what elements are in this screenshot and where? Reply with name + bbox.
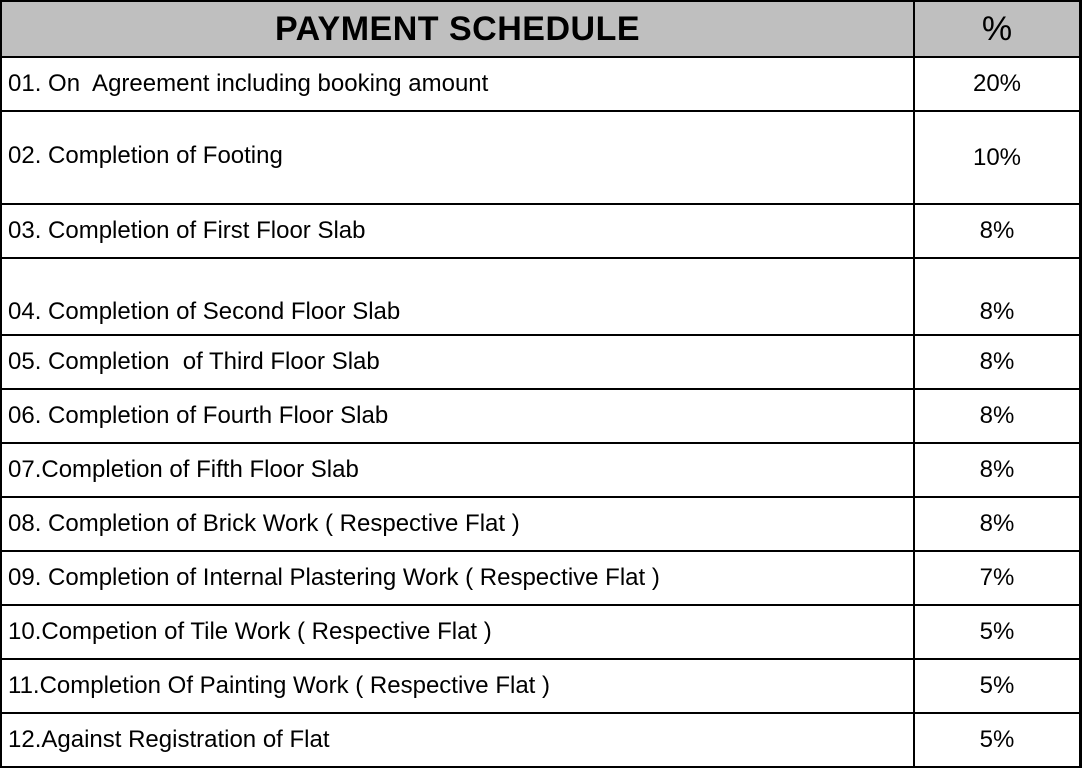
row-percent: 8% bbox=[979, 298, 1015, 325]
row-percent: 8% bbox=[979, 217, 1015, 244]
row-label: 05. Completion of Third Floor Slab bbox=[2, 336, 915, 388]
row-label: 01. On Agreement including booking amount bbox=[2, 58, 915, 110]
row-percent: 10% bbox=[972, 143, 1022, 171]
row-label: 06. Completion of Fourth Floor Slab bbox=[2, 390, 915, 442]
row-label: 07.Completion of Fifth Floor Slab bbox=[2, 444, 915, 496]
table-header-row bbox=[2, 2, 1079, 58]
row-percent: 20% bbox=[972, 70, 1022, 97]
table-row bbox=[2, 714, 1079, 766]
percent-column-header: % bbox=[981, 9, 1013, 48]
table-row bbox=[2, 498, 1079, 552]
table-row bbox=[2, 606, 1079, 660]
table-row bbox=[2, 444, 1079, 498]
row-label: 04. Completion of Second Floor Slab bbox=[2, 259, 915, 334]
row-label: 02. Completion of Footing bbox=[2, 112, 915, 203]
table-row bbox=[2, 112, 1079, 205]
table-row bbox=[2, 205, 1079, 259]
row-percent: 8% bbox=[979, 402, 1015, 429]
table-row bbox=[2, 336, 1079, 390]
row-label: 10.Competion of Tile Work ( Respective Flat ) bbox=[2, 606, 915, 658]
table-title: PAYMENT SCHEDULE bbox=[2, 2, 915, 56]
row-label: 08. Completion of Brick Work ( Respective Flat ) bbox=[2, 498, 915, 550]
row-label: 11.Completion Of Painting Work ( Respective Flat ) bbox=[2, 660, 915, 712]
row-percent: 8% bbox=[979, 510, 1015, 537]
table-row bbox=[2, 58, 1079, 112]
row-percent: 7% bbox=[979, 564, 1015, 591]
table-row bbox=[2, 259, 1079, 336]
row-percent: 5% bbox=[979, 618, 1015, 645]
row-percent: 5% bbox=[979, 726, 1015, 753]
row-label: 09. Completion of Internal Plastering Work ( Respective Flat ) bbox=[2, 552, 915, 604]
row-label: 12.Against Registration of Flat bbox=[2, 714, 915, 766]
row-percent: 8% bbox=[979, 456, 1015, 483]
row-percent: 8% bbox=[979, 348, 1015, 375]
table-row bbox=[2, 552, 1079, 606]
row-percent: 5% bbox=[979, 672, 1015, 699]
row-label: 03. Completion of First Floor Slab bbox=[2, 205, 915, 257]
table-row bbox=[2, 660, 1079, 714]
table-row bbox=[2, 390, 1079, 444]
